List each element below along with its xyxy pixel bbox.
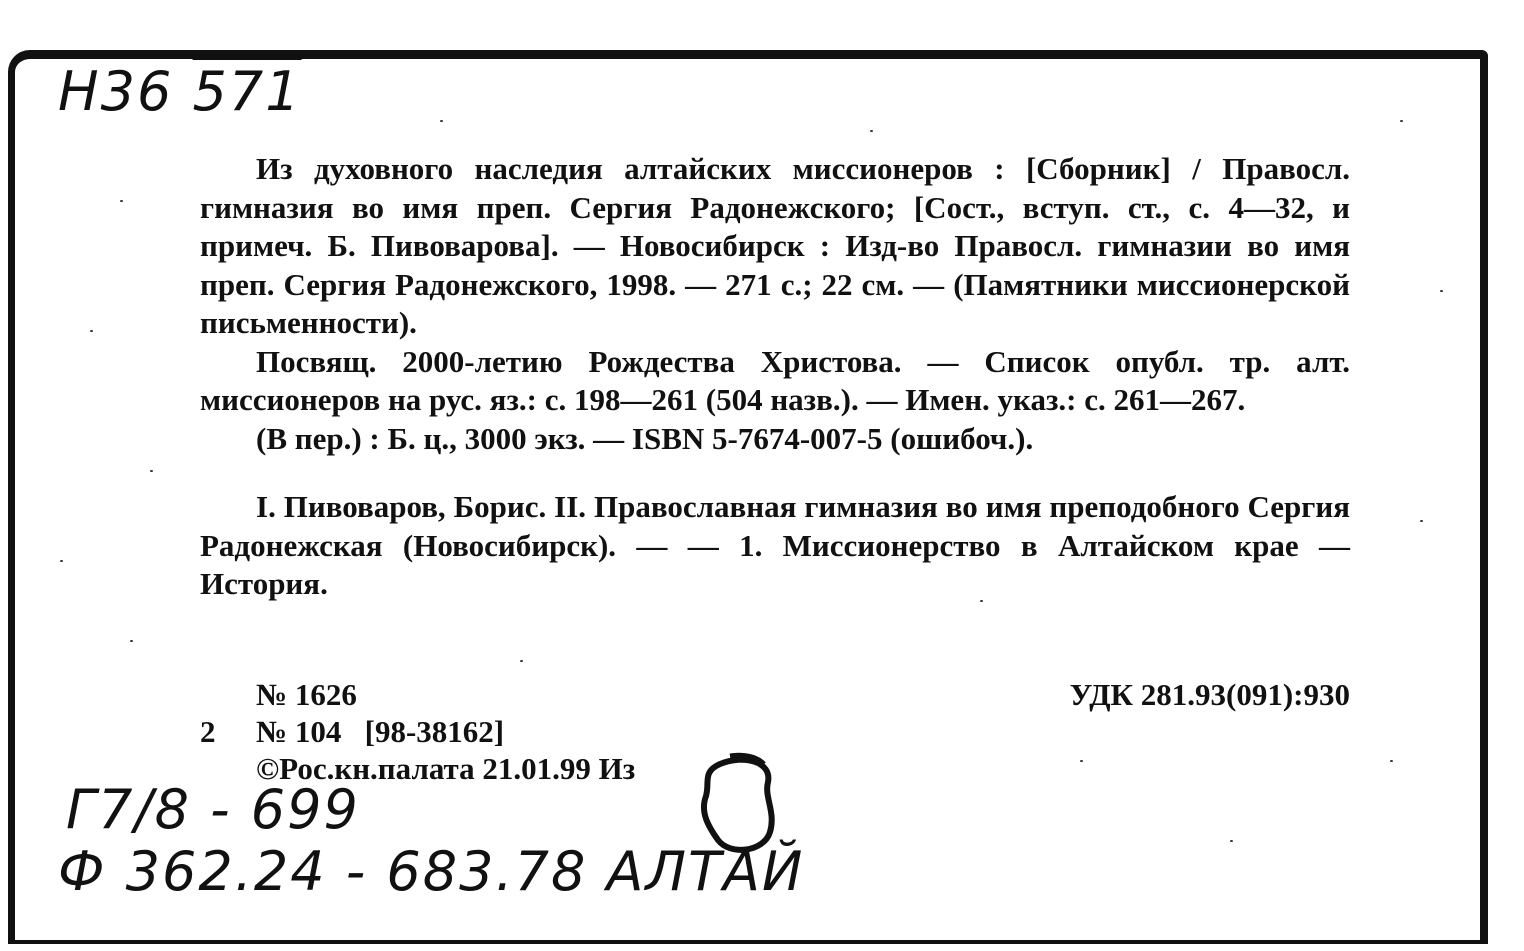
handwritten-number: 571 [192, 60, 302, 123]
udk-code: УДК 281.93(091):930 [1069, 677, 1350, 712]
entry-paragraph-1: Из духовного наследия алтайских миссионеров : [Сборник] / Правосл. гимназия во имя преп. Сергия Радонежского; [Сост., вступ. ст., с. 4—32, и примеч. Б. Пивоварова]. — Новосибирск : Изд-во Правосл. гимназии во имя преп. Сергия Радонежского, 1998. — 271 с.; 22 см. — (Памятники миссионерской письменности). [200, 151, 1350, 340]
handwritten-shelf-mark [58, 60, 302, 123]
entry-paragraph-4: I. Пивоваров, Борис. II. Православная гимназия во имя преподобного Сергия Радонежская (Новосибирск). — — 1. Миссионерство в Алтайском крае — История. [200, 489, 1350, 601]
handwritten-code: H36 [58, 60, 174, 123]
bibliographic-entry [200, 150, 1350, 604]
line-prefix: 2 [200, 714, 216, 749]
handwritten-index: Г7/8 - 699 [66, 778, 360, 841]
card-number-2: № 104 [256, 714, 342, 749]
entry-paragraph-2: Посвящ. 2000-летию Рождества Христова. — Список опубл. тр. алт. миссионеров на рус. яз.: с. 198—261 (504 назв.). — Имен. указ.: с. 261—267. [200, 343, 1350, 417]
card-number: № 1626 [256, 677, 357, 712]
handwritten-classification: Ф 362.24 - 683.78 АЛТАЙ [58, 840, 805, 903]
registration-code: [98-38162] [364, 714, 505, 749]
copyright-line: ©Рос.кн.палата 21.01.99 Из [256, 751, 636, 786]
entry-paragraph-3: (В пер.) : Б. ц., 3000 экз. — ISBN 5-7674-007-5 (ошибоч.). [256, 420, 1034, 456]
